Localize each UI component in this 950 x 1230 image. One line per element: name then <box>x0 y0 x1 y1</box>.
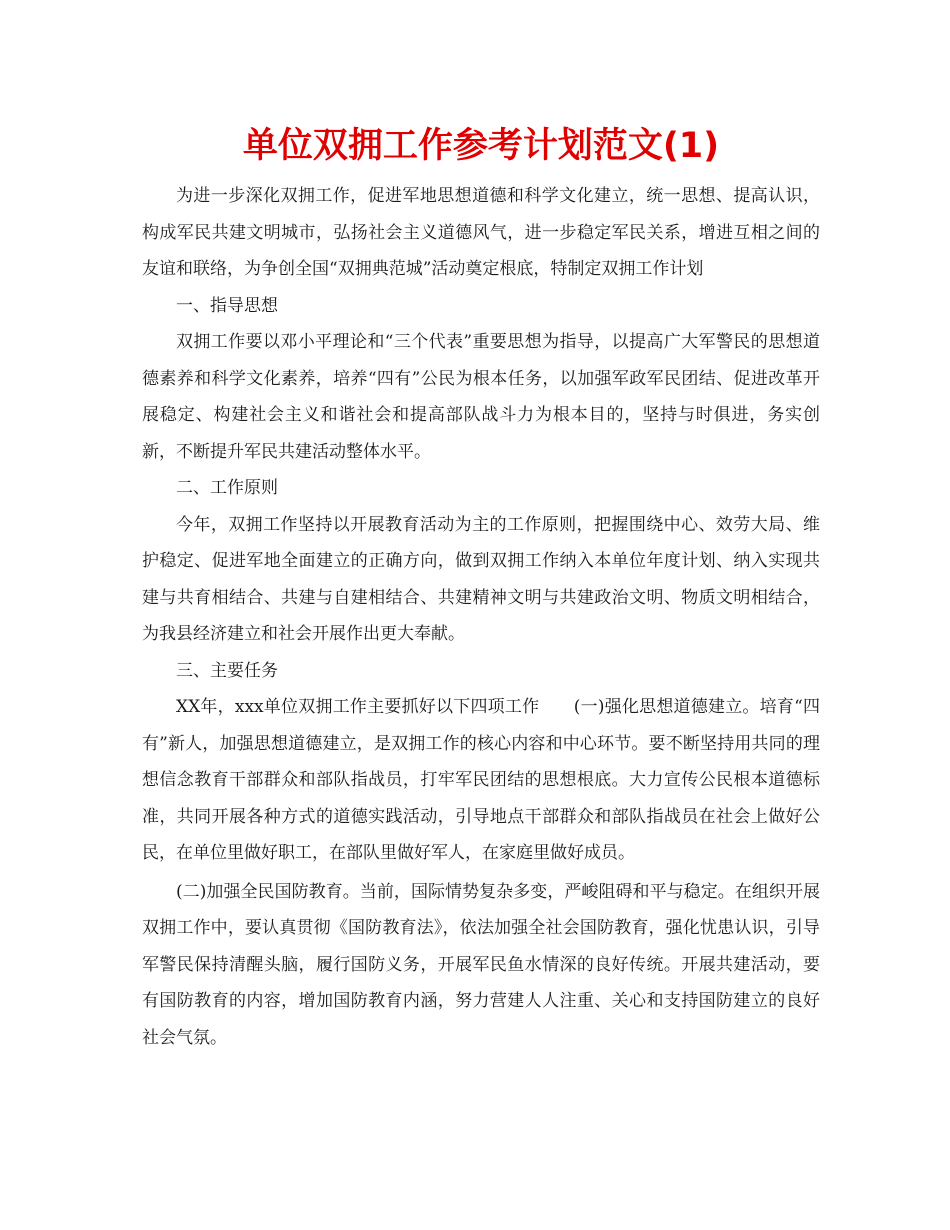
section-heading-work-principle: 二、工作原则 <box>176 478 278 498</box>
main-tasks-paragraph-1: XX年，xxx单位双拥工作主要抓好以下四项工作 (一)强化思想道德建立。培育“四有”新人，加强思想道德建立，是双拥工作的核心内容和中心环节。要不断坚持用共同的理想信念教育干部群众和部队指战员，打牢军民团结的思想根底。大力宣传公民根本道德标准，共同开展各种方式的道德实践活动，引导地点干部群众和部队指战员在社会上做好公民，在单位里做好职工，在部队里做好军人，在家庭里做好成员。 <box>142 697 820 863</box>
section-heading-guiding-thought: 一、指导思想 <box>176 295 278 316</box>
intro-paragraph: 为进一步深化双拥工作，促进军地思想道德和科学文化建立，统一思想、提高认识，构成军民共建文明城市，弘扬社会主义道德风气，进一步稳定军民关系，增进互相之间的友谊和联络，为争创全国“双拥典范城”活动奠定根底，特制定双拥工作计划 <box>142 186 820 279</box>
work-principle-paragraph: 今年，双拥工作坚持以开展教育活动为主的工作原则，把握围绕中心、效劳大局、维护稳定、促进军地全面建立的正确方向，做到双拥工作纳入本单位年度计划、纳入实现共建与共育相结合、共建与自建相结合、共建精神文明与共建政治文明、物质文明相结合，为我县经济建立和社会开展作出更大奉献。 <box>142 514 820 644</box>
main-tasks-paragraph-2: (二)加强全民国防教育。当前，国际情势复杂多变，严峻阻碍和平与稳定。在组织开展双拥工作中，要认真贯彻《国防教育法》，依法加强全社会国防教育，强化忧患认识，引导军警民保持清醒头脑，履行国防义务，开展军民鱼水情深的良好传统。开展共建活动，要有国防教育的内容，增加国防教育内涵，努力营建人人注重、关心和支持国防建立的良好社会气氛。 <box>142 881 820 1048</box>
document-title: 单位双拥工作参考计划范文(1) <box>242 126 720 166</box>
guiding-thought-paragraph: 双拥工作要以邓小平理论和“三个代表”重要思想为指导，以提高广大军警民的思想道德素养和科学文化素养，培养“四有”公民为根本任务，以加强军政军民团结、促进改革开展稳定、构建社会主义和谐社会和提高部队战斗力为根本目的，坚持与时俱进，务实创新，不断提升军民共建活动整体水平。 <box>142 332 820 462</box>
section-heading-main-tasks: 三、主要任务 <box>176 660 278 681</box>
